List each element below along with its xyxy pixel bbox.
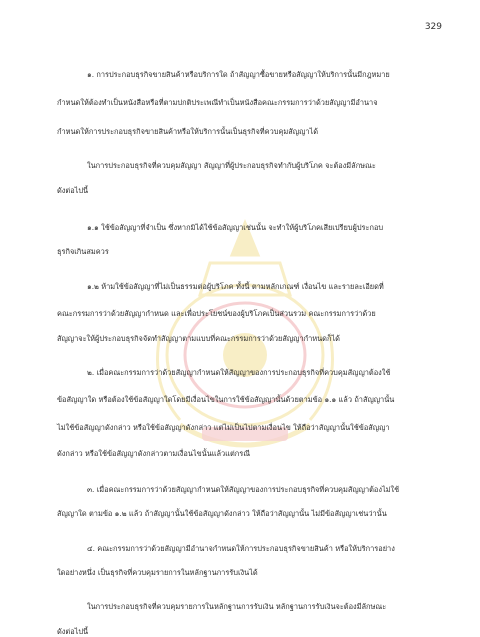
paragraph-4-line-1: ๓. เมื่อคณะกรรมการว่าด้วยสัญญากำหนดให้สัญญาของการประกอบธุรกิจที่ควบคุมสัญญาต้องไม่ใช้ xyxy=(87,485,400,494)
paragraph-2-line-1: ในการประกอบธุรกิจที่ควบคุมสัญญา สัญญาที่ผู้ประกอบธุรกิจทำกับผู้บริโภค จะต้องมีลักษณะ xyxy=(87,161,376,170)
item-1-2-line-3: สัญญาจะให้ผู้ประกอบธุรกิจจัดทำสัญญาตามแบบที่คณะกรรมการว่าด้วยสัญญากำหนดก็ได้ xyxy=(57,334,340,343)
page-number: 329 xyxy=(424,22,442,32)
paragraph-5-line-2: ใดอย่างหนึ่ง เป็นธุรกิจที่ควบคุมรายการในหลักฐานการรับเงินได้ xyxy=(57,568,258,577)
item-1-2-line-2: คณะกรรมการว่าด้วยสัญญากำหนด และเพื่อประโยชน์ของผู้บริโภคเป็นส่วนรวม คณะกรรมการว่าด้วย xyxy=(57,309,376,318)
paragraph-6-line-1: ในการประกอบธุรกิจที่ควบคุมรายการในหลักฐานการรับเงิน หลักฐานการรับเงินจะต้องมีลักษณะ xyxy=(87,602,387,611)
paragraph-1-line-1: ๑. การประกอบธุรกิจขายสินค้าหรือบริการใด ถ้าสัญญาซื้อขายหรือสัญญาให้บริการนั้นมีกฎหมาย xyxy=(87,70,390,79)
paragraph-1-line-3: กำหนดให้การประกอบธุรกิจขายสินค้าหรือให้บริการนั้นเป็นธุรกิจที่ควบคุมสัญญาได้ xyxy=(57,127,319,136)
paragraph-3-line-2: ข้อสัญญาใด หรือต้องใช้ข้อสัญญาใดโดยมีเงื่อนไขในการใช้ข้อสัญญานั้นด้วยตามข้อ ๑.๑ แล้ว ถ้าสัญญานั้น xyxy=(57,395,395,404)
paragraph-2-line-2: ดังต่อไปนี้ xyxy=(57,186,89,195)
emblem-watermark-icon xyxy=(140,215,350,485)
paragraph-3-line-3: ไม่ใช้ข้อสัญญาดังกล่าว หรือใช้ข้อสัญญาดังกล่าว แต่ไม่เป็นไปตามเงื่อนไข ให้ถือว่าสัญญานั้นใช้ข้อสัญญา xyxy=(57,423,390,432)
item-1-2-line-1: ๑.๒ ห้ามใช้ข้อสัญญาที่ไม่เป็นธรรมต่อผู้บริโภค ทั้งนี้ ตามหลักเกณฑ์ เงื่อนไข และรายละเอียดที่ xyxy=(87,282,384,291)
paragraph-3-line-4: ดังกล่าว หรือใช้ข้อสัญญาดังกล่าวตามเงื่อนไขนั้นแล้วแต่กรณี xyxy=(57,449,251,458)
item-1-1-line-1: ๑.๑ ใช้ข้อสัญญาที่จำเป็น ซึ่งหากมิได้ใช้ข้อสัญญาเช่นนั้น จะทำให้ผู้บริโภคเสียเปรียบผู้ประกอบ xyxy=(87,223,384,232)
paragraph-3-line-1: ๒. เมื่อคณะกรรมการว่าด้วยสัญญากำหนดให้สัญญาของการประกอบธุรกิจที่ควบคุมสัญญาต้องใช้ xyxy=(87,368,391,377)
paragraph-5-line-1: ๔. คณะกรรมการว่าด้วยสัญญามีอำนาจกำหนดให้การประกอบธุรกิจขายสินค้า หรือให้บริการอย่าง xyxy=(87,544,395,553)
paragraph-4-line-2: สัญญาใด ตามข้อ ๑.๒ แล้ว ถ้าสัญญานั้นใช้ข้อสัญญาดังกล่าว ให้ถือว่าสัญญานั้น ไม่มีข้อสัญญาเช่นว่านั้น xyxy=(57,509,387,518)
paragraph-6-line-2: ดังต่อไปนี้ xyxy=(57,627,89,636)
item-1-1-line-2: ธุรกิจเกินสมควร xyxy=(57,247,109,256)
paragraph-1-line-2: กำหนดให้ต้องทำเป็นหนังสือหรือที่ตามปกติประเพณีทำเป็นหนังสือคณะกรรมการว่าด้วยสัญญามีอำนาจ xyxy=(57,98,378,107)
